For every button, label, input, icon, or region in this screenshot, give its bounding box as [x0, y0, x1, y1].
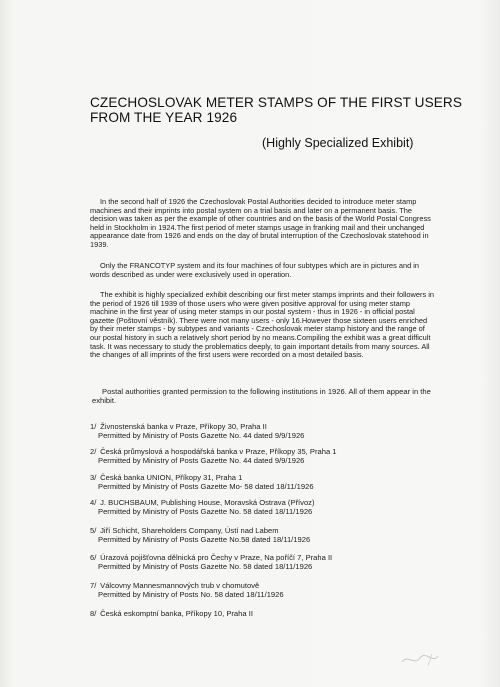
item-permit: Permitted by Ministry of Posts Gazette No.58 dated 18/11/1926	[98, 535, 311, 545]
item-name: Živnostenská banka v Praze, Příkopy 30, Praha II	[100, 422, 267, 431]
paragraph-introduction: In the second half of 1926 the Czechoslovak Postal Authorities decided to introduce meter stamp machines and their imprints into postal system on a trial basis and later on a permanent basis. The decision was taken as per the example of other countries and on the basis of the World Postal Congress held in Stockholm in 1924.The first period of meter stamps usage in franking mail and their unchanged appearance date from 1926 and ends on the day of brutal interruption of the Czechoslovak statehood in 1939.	[90, 197, 431, 249]
item-number: 8/	[90, 609, 97, 618]
list-item	[90, 526, 450, 544]
paragraph-exhibit-description: The exhibit is highly specialized exhibit describing our first meter stamps imprints and their followers in the period of 1926 till 1939 of those users who were given positive approval for using meter stamp machine in the first year of using meter stamps in our postal system - thus in 1926 - in official postal gazette (Poštovní věstník). There were not many users - only 16.However those sixteen users enriched by their meter stamps - by subtypes and variants - Czechoslovak meter stamp history and the range of our postal history in such a relatively short period by no means.Compiling the exhibit was a great difficult task. It was necessary to study the problematics deeply, to gain important details from many sources. All the changes of all imprints of the first users were recorded on a most detailed basis.	[90, 290, 434, 360]
list-item	[90, 553, 450, 571]
paragraph-francotyp: Only the FRANCOTYP system and its four machines of four subtypes which are in pictures and in words described as under were exclusively used in operation.	[90, 261, 420, 279]
item-permit: Permitted by Ministry of Posts No. 58 dated 18/11/1926	[98, 590, 284, 600]
paragraph-permissions: Postal authorities granted permission to the following institutions in 1926. All of them appear in the exhibit.	[92, 387, 431, 405]
item-name: Válcovny Mannesmannových trub v chomutově	[100, 581, 260, 590]
item-name: Jiří Schicht, Shareholders Company, Ústí nad Labem	[100, 526, 279, 535]
item-name: Úrazová pojišťovna dělnická pro Čechy v Praze, Na poříčí 7, Praha II	[100, 553, 333, 562]
item-number: 7/	[90, 581, 97, 590]
list-item	[90, 581, 450, 599]
item-name: J. BUCHSBAUM, Publishing House, Moravská Ostrava (Přívoz)	[100, 498, 315, 507]
document-title: CZECHOSLOVAK METER STAMPS OF THE FIRST USERS FROM THE YEAR 1926	[90, 95, 462, 125]
item-number: 1/	[90, 422, 97, 431]
list-item	[90, 473, 450, 491]
item-number: 6/	[90, 553, 97, 562]
pencil-mark-icon	[398, 648, 458, 670]
item-name: Česká banka UNION, Příkopy 31, Praha 1	[100, 473, 243, 482]
item-number: 4/	[90, 498, 97, 507]
item-permit: Permitted by Ministry of Posts Gazette No. 44 dated 9/9/1926	[98, 456, 305, 466]
item-number: 5/	[90, 526, 97, 535]
list-item	[90, 447, 450, 465]
item-permit: Permitted by Ministry of Posts Gazette No. 58 dated 18/11/1926	[98, 562, 313, 572]
list-item	[90, 609, 450, 618]
document-subtitle: (Highly Specialized Exhibit)	[262, 136, 414, 150]
item-permit: Permitted by Ministry of Posts Gazette No. 44 dated 9/9/1926	[98, 431, 305, 441]
item-number: 3/	[90, 473, 97, 482]
item-permit: Permitted by Ministry of Posts Gazette No. 58 dated 18/11/1926	[98, 507, 313, 517]
item-permit: Permitted by Ministry of Posts Gazette Mo- 58 dated 18/11/1926	[98, 482, 314, 492]
list-item	[90, 422, 450, 440]
list-item	[90, 498, 450, 516]
item-name: Česká průmyslová a hospodářská banka v Praze, Příkopy 35, Praha 1	[100, 447, 337, 456]
item-name: Česká eskomptní banka, Příkopy 10, Praha II	[100, 609, 253, 618]
item-number: 2/	[90, 447, 97, 456]
